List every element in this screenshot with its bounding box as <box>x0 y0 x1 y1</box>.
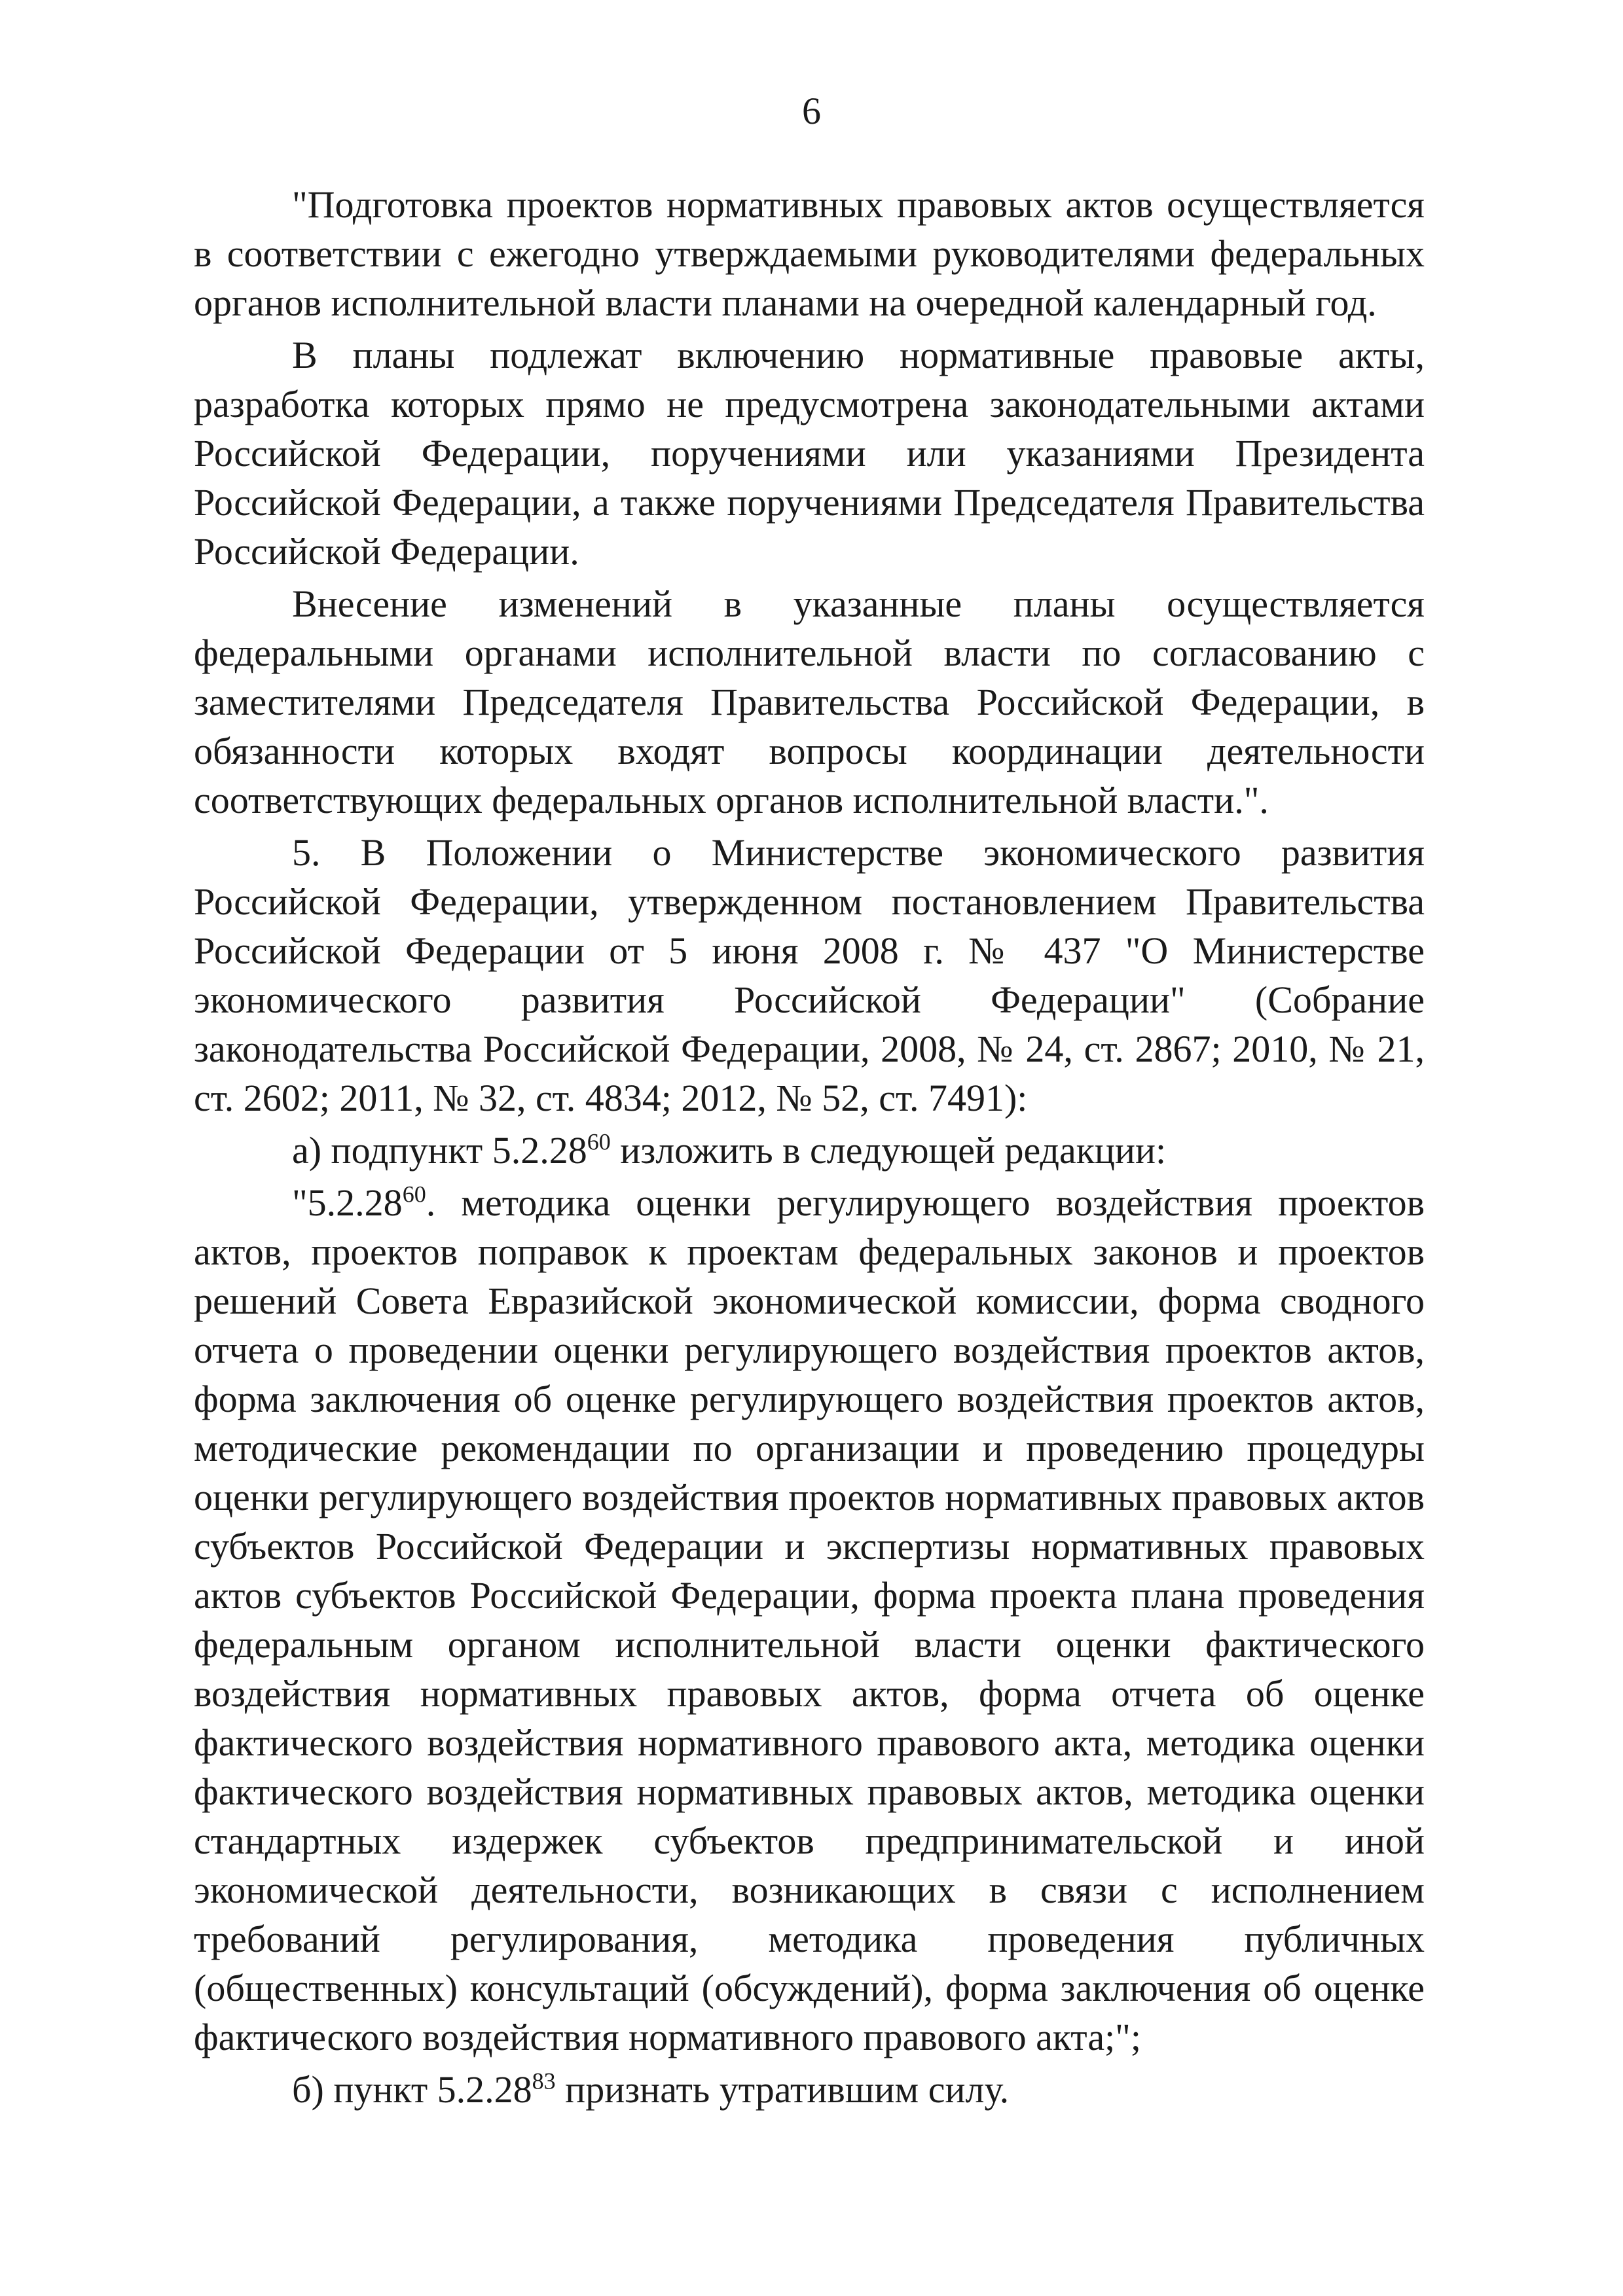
paragraph-planning-rules: "Подготовка проектов нормативных правовых актов осуществляется в соответствии с ежегодно утверждаемыми руководителями федеральных органов исполнительной власти планами на очередной календарный год. <box>194 183 1425 324</box>
subitem-a-text-end: изложить в следующей редакции: <box>610 1129 1167 1172</box>
paragraph-plans-inclusion: В планы подлежат включению нормативные правовые акты, разработка которых прямо не предусмотрена законодательными актами Российской Федерации, поручениями или указаниями Президента Российской Федерации, а также поручениями Председателя Правительства Российской Федерации. <box>194 334 1425 573</box>
paragraph-plan-changes: Внесение изменений в указанные планы осуществляется федеральными органами исполнительной власти по согласованию с заместителями Председателя Правительства Российской Федерации, в обязанности которых входят вопросы координации деятельности соответствующих федеральных органов исполнительной власти.". <box>194 583 1425 821</box>
subitem-b-superscript: 83 <box>532 2068 556 2094</box>
new-wording-text: . методика оценки регулирующего воздействия проектов актов, проектов поправок к проектам федеральных законов и проектов решений Совета Евразийской экономической комиссии, форма сводного отчета о проведении оценки регулирующего воздействия проектов актов, форма заключения об оценке регулирующего воздействия проектов актов, методические рекомендации по организации и проведению процедуры оценки регулирующего воздействия проектов нормативных правовых актов субъектов Российской Федерации и экспертизы нормативных правовых актов субъектов Российской Федерации, форма проекта плана проведения федеральным органом исполнительной власти оценки фактического воздействия нормативных правовых актов, форма отчета об оценке фактического воздействия нормативного правового акта, методика оценки фактического воздействия нормативных правовых актов, методика оценки стандартных издержек субъектов предпринимательской и иной экономической деятельности, возникающих в связи с исполнением требований регулирования, методика проведения публичных (общественных) консультаций (обсуждений), форма заключения об оценке фактического воздействия нормативного правового акта;"; <box>194 1181 1425 2058</box>
subitem-a-superscript: 60 <box>587 1128 611 1155</box>
paragraph-subitem-b <box>194 2065 1425 2114</box>
paragraph-item-5: 5. В Положении о Министерстве экономического развития Российской Федерации, утвержденном постановлением Правительства Российской Федерации от 5 июня 2008 г. № 437 "О Министерстве экономического развития Российской Федерации" (Собрание законодательства Российской Федерации, 2008, № 24, ст. 2867; 2010, № 21, ст. 2602; 2011, № 32, ст. 4834; 2012, № 52, ст. 7491): <box>194 831 1425 1119</box>
subitem-a-text: а) подпункт 5.2.28 <box>292 1129 587 1172</box>
page-number: 6 <box>802 90 821 132</box>
subitem-b-text: б) пункт 5.2.28 <box>292 2068 532 2111</box>
document-body <box>194 180 1425 2117</box>
new-wording-number: "5.2.28 <box>292 1181 403 1224</box>
new-wording-superscript: 60 <box>402 1181 426 1208</box>
paragraph-new-wording <box>194 1178 1425 2062</box>
subitem-b-text-end: признать утратившим силу. <box>555 2068 1010 2111</box>
paragraph-subitem-a <box>194 1126 1425 1175</box>
